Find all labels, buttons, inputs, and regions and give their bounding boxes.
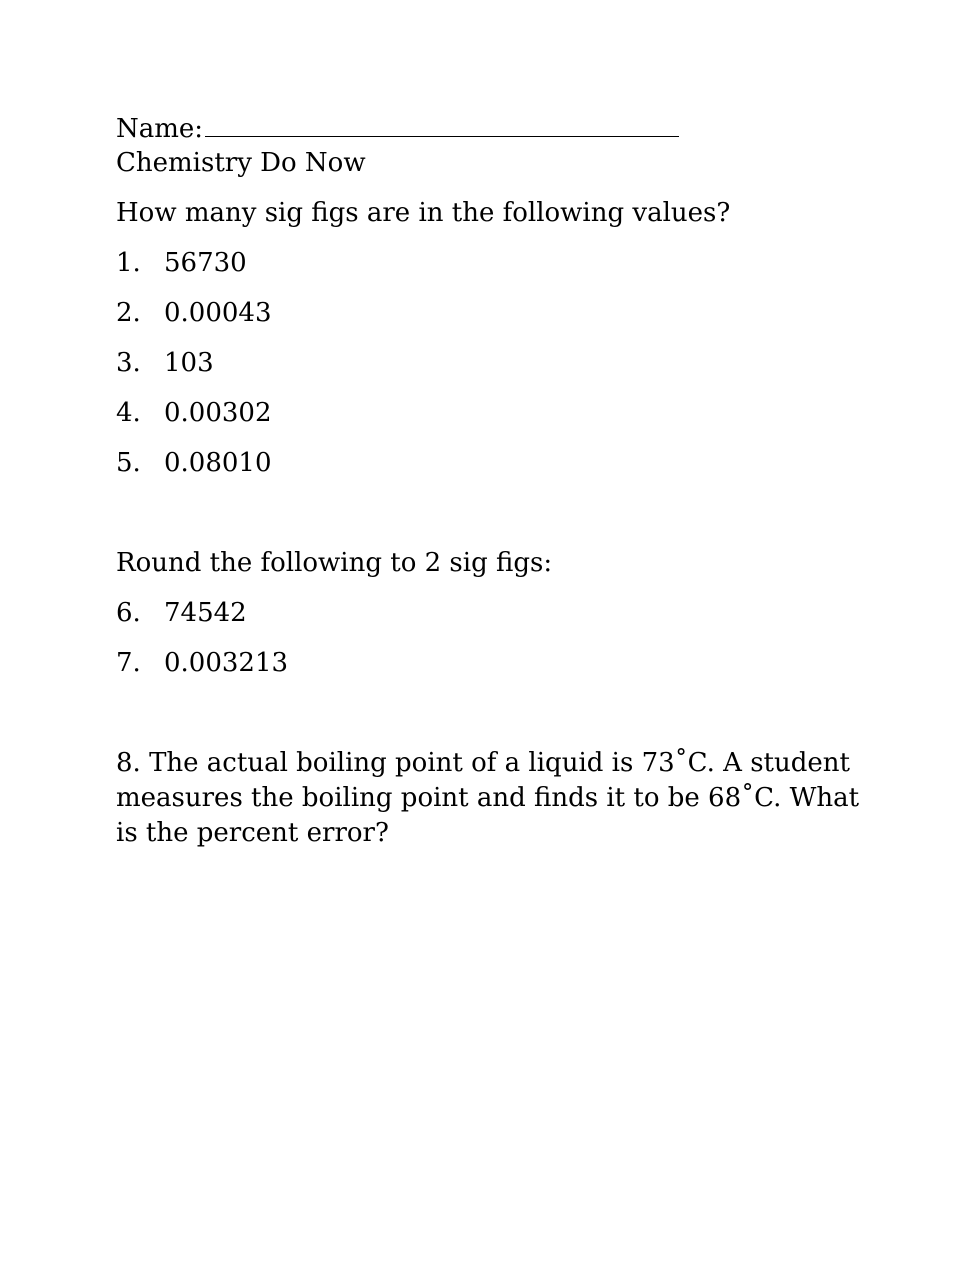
- item-value: 0.00302: [164, 398, 272, 428]
- list-item: [116, 346, 876, 380]
- section1-list: [116, 246, 876, 480]
- worksheet-page: [116, 112, 876, 851]
- item-value: 103: [164, 348, 214, 378]
- item-number: 2.: [116, 298, 141, 328]
- item-number: 4.: [116, 398, 141, 428]
- worksheet-title: Chemistry Do Now: [116, 148, 366, 178]
- name-label: Name:: [116, 114, 204, 144]
- item-number: 5.: [116, 448, 141, 478]
- name-blank-field[interactable]: [205, 114, 679, 137]
- section2-prompt: Round the following to 2 sig figs:: [116, 548, 553, 578]
- list-item: [116, 446, 876, 480]
- list-item: [116, 396, 876, 430]
- question-8: 8. The actual boiling point of a liquid is 73˚C. A student measures the boiling point and finds it to be 68˚C. What is the percent error?: [116, 748, 860, 848]
- item-value: 56730: [164, 248, 247, 278]
- name-line: [116, 112, 876, 146]
- list-item: [116, 596, 876, 630]
- list-item: [116, 646, 876, 680]
- section2-list: [116, 596, 876, 680]
- section1-prompt: How many sig figs are in the following values?: [116, 198, 731, 228]
- list-item: [116, 296, 876, 330]
- item-number: 1.: [116, 248, 141, 278]
- item-value: 0.08010: [164, 448, 272, 478]
- item-value: 74542: [164, 598, 247, 628]
- item-value: 0.00043: [164, 298, 272, 328]
- item-value: 0.003213: [164, 648, 289, 678]
- item-number: 3.: [116, 348, 141, 378]
- list-item: [116, 246, 876, 280]
- item-number: 6.: [116, 598, 141, 628]
- item-number: 7.: [116, 648, 141, 678]
